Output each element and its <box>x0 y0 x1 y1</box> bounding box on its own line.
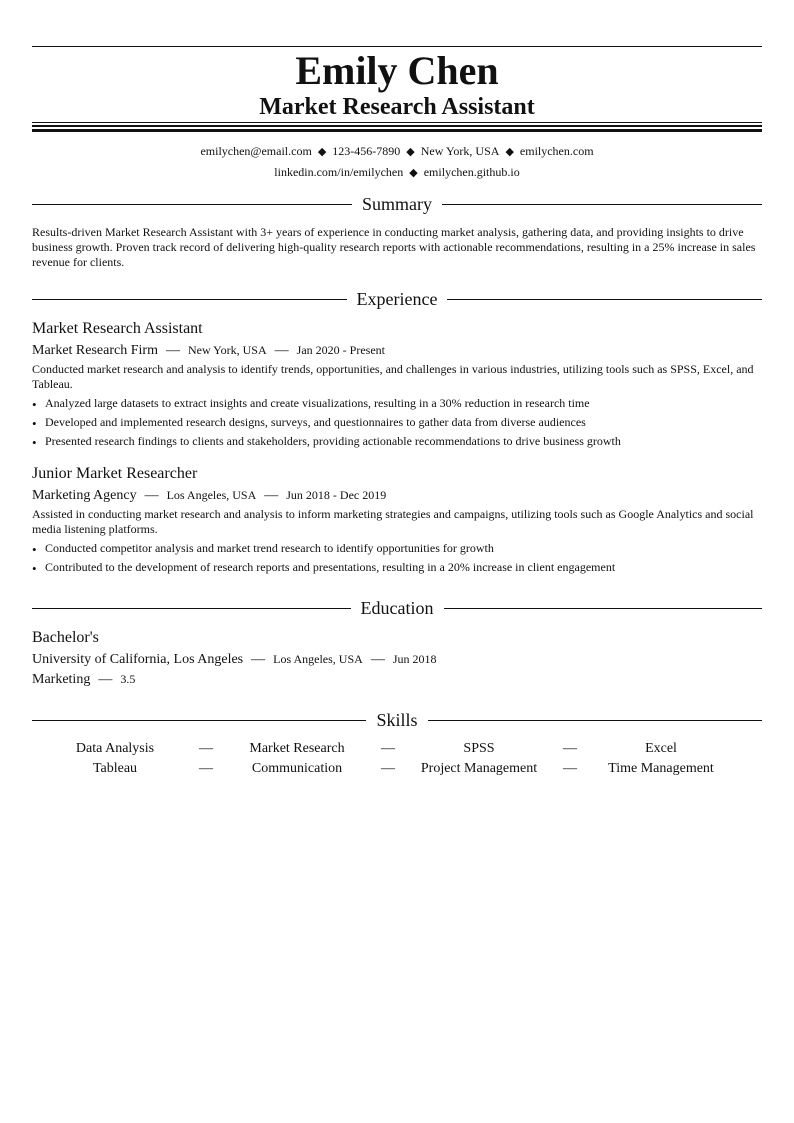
skill-item: SPSS <box>463 741 495 756</box>
skill-item: Communication <box>251 761 343 776</box>
list-item: • Conducted competitor analysis and market trend research to identify opportunities for growth <box>32 541 762 560</box>
dash-separator: — <box>370 652 385 667</box>
diamond-separator-icon: ◆ <box>505 146 514 158</box>
job-description: Assisted in conducting market research and analysis to inform marketing strategies and campaigns, utilizing tools such as Google Analytics and social media listening platforms. <box>32 507 754 536</box>
diamond-separator-icon: ◆ <box>317 146 327 158</box>
job-bullets <box>32 396 762 453</box>
gpa-value: 3.5 <box>120 672 136 686</box>
skills-grid <box>32 740 762 780</box>
section-rule <box>32 204 352 205</box>
section-rule <box>32 299 347 300</box>
job-meta <box>32 486 386 505</box>
candidate-title: Market Research Assistant <box>259 94 535 120</box>
location: New York, USA <box>420 144 500 158</box>
list-item: • Presented research findings to clients and stakeholders, providing actionable recommendations to drive business growth <box>32 434 762 453</box>
dash-separator: — <box>274 343 289 358</box>
top-divider <box>32 46 762 47</box>
field-of-study: Marketing <box>32 672 91 687</box>
dash-separator: — <box>563 761 577 776</box>
skill-item: Data Analysis <box>75 741 155 756</box>
degree-title: Bachelor's <box>32 629 99 646</box>
section-rule <box>428 720 762 721</box>
dash-separator: — <box>199 761 213 776</box>
section-title: Experience <box>356 289 438 309</box>
contact-line-1 <box>32 143 762 160</box>
job-dates: Jan 2020 - Present <box>296 343 385 357</box>
section-rule <box>32 608 351 609</box>
contact-line-2 <box>32 164 762 181</box>
header-divider <box>32 122 762 123</box>
dash-separator: — <box>563 741 577 756</box>
email-link[interactable]: emilychen@email.com <box>200 144 312 158</box>
section-rule <box>32 720 366 721</box>
section-rule <box>444 608 763 609</box>
summary-text: Results-driven Market Research Assistant with 3+ years of experience in conducting market analysis, gathering data, and providing insights to drive business growth. Proven track record of delivering high-quality research reports with actionable recommendations, resulting in a 25% increase in sales revenue for clients. <box>32 225 756 269</box>
skill-item: Time Management <box>608 761 714 776</box>
dash-separator: — <box>144 488 159 503</box>
github-link[interactable]: emilychen.github.io <box>423 165 520 179</box>
candidate-name: Emily Chen <box>295 48 499 93</box>
skill-item: Excel <box>645 741 677 756</box>
skills-row <box>32 760 762 780</box>
job-bullets <box>32 541 762 579</box>
section-title: Skills <box>376 710 418 730</box>
phone-number: 123-456-7890 <box>332 144 401 158</box>
section-rule <box>442 204 762 205</box>
summary-heading <box>32 193 762 215</box>
header-divider <box>32 125 762 127</box>
dash-separator: — <box>98 672 113 687</box>
dash-separator: — <box>264 488 279 503</box>
diamond-separator-icon: ◆ <box>409 167 418 179</box>
education-heading <box>32 597 762 619</box>
website-link[interactable]: emilychen.com <box>519 144 594 158</box>
school-meta <box>32 650 436 669</box>
list-item: • Analyzed large datasets to extract insights and create visualizations, resulting in a 30% reduction in research time <box>32 396 762 415</box>
company-name: Marketing Agency <box>32 488 137 503</box>
job-description: Conducted market research and analysis to identify trends, opportunities, and challenges in various industries, utilizing tools such as SPSS, Excel, and Tableau. <box>32 362 754 391</box>
section-title: Education <box>360 598 434 618</box>
header-divider <box>32 129 762 132</box>
field-meta <box>32 670 135 689</box>
school-location: Los Angeles, USA <box>273 652 363 666</box>
skills-heading <box>32 709 762 731</box>
skills-row <box>32 740 762 760</box>
list-item: • Developed and implemented research designs, surveys, and questionnaires to gather data from diverse audiences <box>32 415 762 434</box>
diamond-separator-icon: ◆ <box>406 146 415 158</box>
job-meta <box>32 341 385 360</box>
linkedin-link[interactable]: linkedin.com/in/emilychen <box>274 165 404 179</box>
list-item: • Contributed to the development of research reports and presentations, resulting in a 20% increase in client engagement <box>32 560 762 579</box>
graduation-date: Jun 2018 <box>392 652 437 666</box>
dash-separator: — <box>381 761 395 776</box>
skill-item: Tableau <box>92 761 138 776</box>
dash-separator: — <box>251 652 266 667</box>
skill-item: Project Management <box>420 761 538 776</box>
section-rule <box>447 299 762 300</box>
job-title: Market Research Assistant <box>32 320 203 337</box>
job-title: Junior Market Researcher <box>32 465 198 482</box>
dash-separator: — <box>199 741 213 756</box>
section-title: Summary <box>362 194 432 214</box>
job-location: New York, USA <box>187 343 267 357</box>
dash-separator: — <box>381 741 395 756</box>
dash-separator: — <box>165 343 180 358</box>
company-name: Market Research Firm <box>32 343 158 358</box>
skill-item: Market Research <box>249 741 345 756</box>
school-name: University of California, Los Angeles <box>32 652 244 667</box>
job-location: Los Angeles, USA <box>166 488 257 502</box>
job-dates: Jun 2018 - Dec 2019 <box>286 488 387 502</box>
experience-heading <box>32 288 762 310</box>
